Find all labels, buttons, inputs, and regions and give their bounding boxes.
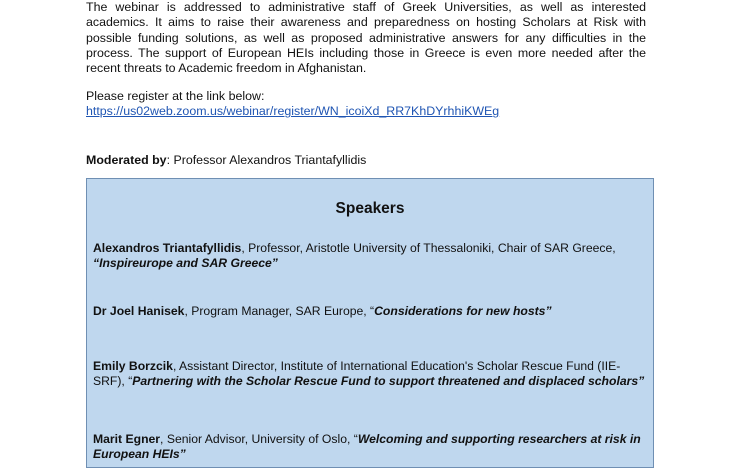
register-prompt: Please register at the link below: — [86, 89, 265, 103]
moderator-separator: : — [166, 153, 174, 167]
speaker-talk-title: Considerations for new hosts” — [374, 304, 552, 318]
register-link[interactable]: https://us02web.zoom.us/webinar/register/WN_icoiXd_RR7KhDYrhhiKWEg — [86, 104, 500, 119]
speaker-name: Dr Joel Hanisek — [93, 304, 185, 318]
moderator-label: Moderated by — [86, 153, 167, 167]
speaker-entry — [93, 359, 649, 388]
speaker-affiliation: , Program Manager, SAR Europe, “ — [184, 304, 375, 318]
speaker-affiliation: , Assistant Director, Institute of International Education's Scholar Rescue Fund (IIE-SRF), “ — [93, 359, 621, 388]
intro-paragraph: The webinar is addressed to administrative staff of Greek Universities, as well as interested academics. It aims to raise their awareness and preparedness on hosting Scholars at Risk with possible funding solutions, as well as proposed administrative answers for any difficulties in the process. The support of European HEIs including those in Greece is even more needed after the recent threats to Academic freedom in Afghanistan. — [86, 0, 646, 76]
speaker-name: Emily Borzcik — [93, 359, 173, 373]
speaker-name: Alexandros Triantafyllidis — [93, 241, 242, 255]
speaker-entry — [93, 304, 649, 319]
speakers-panel — [86, 178, 654, 468]
speaker-talk-title: Welcoming and supporting researchers at risk in European HEIs” — [93, 432, 641, 461]
speaker-entry — [93, 432, 649, 461]
speaker-talk-title: “Inspireurope and SAR Greece” — [93, 255, 278, 270]
moderator-line — [86, 153, 366, 168]
speaker-affiliation: , Senior Advisor, University of Oslo, “ — [160, 432, 358, 446]
speaker-name: Marit Egner — [93, 432, 161, 446]
speaker-affiliation: , Professor, Aristotle University of Thessaloniki, Chair of SAR Greece, — [241, 241, 616, 255]
speaker-talk-title: Partnering with the Scholar Rescue Fund to support threatened and displaced scholars” — [132, 373, 645, 388]
register-block — [86, 89, 499, 120]
moderator-name: Professor Alexandros Triantafyllidis — [173, 153, 367, 167]
speakers-title: Speakers — [335, 200, 405, 217]
speaker-entry — [93, 241, 649, 270]
